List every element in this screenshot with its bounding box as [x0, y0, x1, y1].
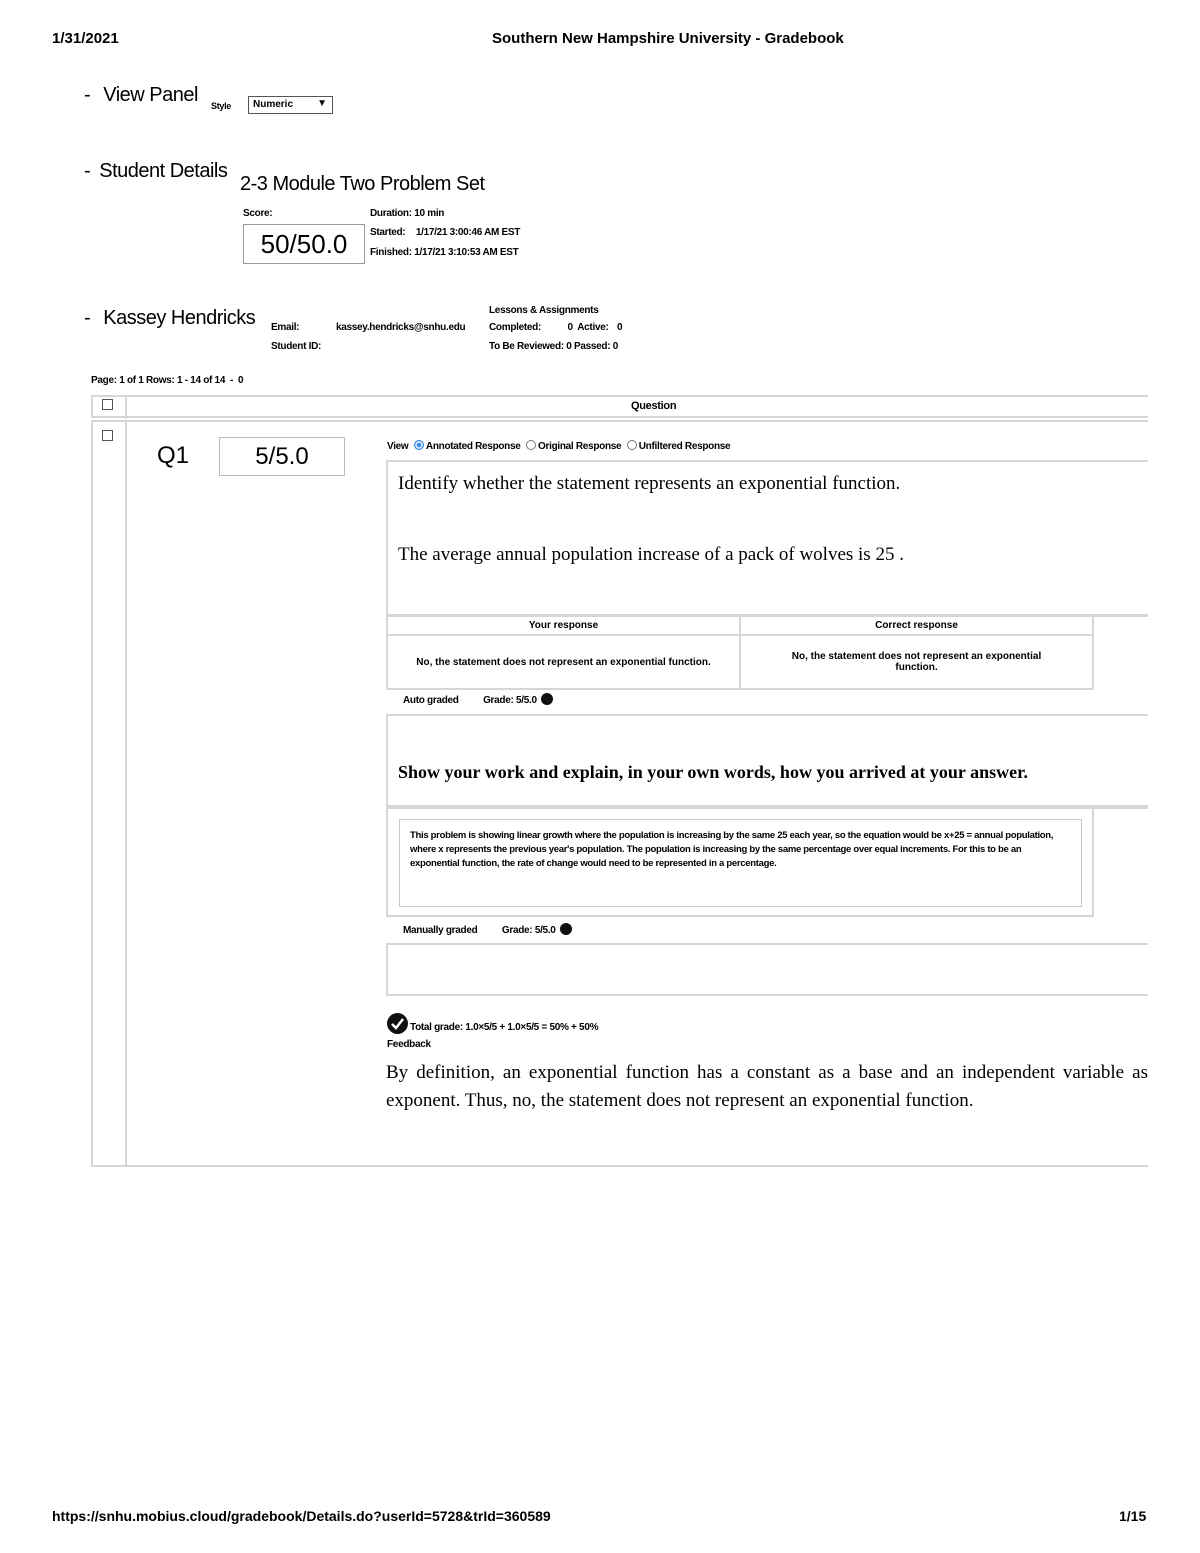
started-label: Started:	[370, 227, 406, 238]
finished-label: Finished:	[370, 247, 412, 258]
view-options	[387, 440, 730, 452]
duration-row	[370, 208, 444, 219]
part2-grade: Grade: 5/5.0	[501, 925, 556, 936]
student-id-label: Student ID:	[271, 341, 322, 352]
email-label: Email:	[271, 322, 300, 333]
unfiltered-response-radio[interactable]	[627, 440, 637, 450]
part1-grading	[403, 693, 553, 706]
print-date: 1/31/2021	[52, 30, 119, 47]
duration-label: Duration:	[370, 208, 412, 219]
question-number: Q1	[157, 442, 190, 469]
started-row	[370, 227, 520, 238]
response-table	[386, 615, 1094, 690]
passed-label: Passed:	[574, 341, 611, 352]
style-select[interactable]	[248, 96, 333, 114]
duration-value: 10 min	[414, 208, 445, 219]
info-icon[interactable]	[560, 923, 572, 935]
annotated-response-radio[interactable]	[414, 440, 424, 450]
feedback-label: Feedback	[387, 1039, 431, 1050]
print-url: https://snhu.mobius.cloud/gradebook/Details.do?userId=5728&trId=360589	[52, 1508, 551, 1524]
finished-row	[370, 247, 518, 258]
print-page-number: 1/15	[1119, 1508, 1147, 1524]
student-name: Kassey Hendricks	[103, 307, 256, 329]
column-divider	[125, 395, 127, 419]
chevron-down-icon: ▼	[317, 98, 327, 109]
part2-prompt-box	[386, 714, 1148, 807]
review-row	[489, 341, 618, 352]
question-column-header: Question	[631, 400, 677, 412]
view-panel-toggle[interactable]: -	[84, 84, 91, 106]
started-value: 1/17/21 3:00:46 AM EST	[415, 227, 521, 238]
view-panel-title: View Panel	[103, 84, 198, 106]
comment-box[interactable]	[386, 943, 1148, 996]
original-response-label[interactable]: Original Response	[538, 441, 622, 452]
correct-response-header: Correct response	[740, 616, 1093, 635]
annotated-response-label[interactable]: Annotated Response	[425, 441, 521, 452]
part2-prompt: Show your work and explain, in your own words, how you arrived at your answer.	[398, 762, 1028, 782]
part1-grading-type: Auto graded	[403, 695, 459, 706]
style-label: Style	[211, 101, 232, 111]
student-details-toggle[interactable]: -	[84, 160, 91, 182]
assignment-title: 2-3 Module Two Problem Set	[240, 173, 485, 195]
print-title: Southern New Hampshire University - Gradebook	[492, 30, 844, 47]
check-icon	[387, 1013, 408, 1034]
select-all-checkbox[interactable]	[102, 399, 113, 410]
score-value: 50/50.0	[243, 224, 365, 264]
your-response-header: Your response	[387, 616, 740, 635]
to-be-reviewed-value: 0	[566, 341, 572, 352]
part1-grade: Grade: 5/5.0	[483, 695, 537, 706]
view-panel-header[interactable]	[84, 84, 198, 107]
total-grade: Total grade: 1.0×5/5 + 1.0×5/5 = 50% + 50%	[410, 1022, 599, 1033]
finished-value: 1/17/21 3:10:53 AM EST	[414, 247, 519, 258]
email-value: kassey.hendricks@snhu.edu	[336, 322, 466, 333]
your-response-cell: No, the statement does not represent an exponential function.	[387, 635, 740, 689]
view-label: View	[387, 441, 409, 452]
score-label: Score:	[243, 208, 273, 219]
divider	[1094, 615, 1148, 617]
lessons-header: Lessons & Assignments	[489, 305, 599, 316]
unfiltered-response-label[interactable]: Unfiltered Response	[638, 441, 731, 452]
question-prompt-line2: The average annual population increase of a pack of wolves is 25 .	[398, 544, 904, 565]
row-checkbox[interactable]	[102, 430, 113, 441]
active-value: 0	[616, 322, 623, 333]
completed-value: 0	[567, 322, 573, 333]
passed-value: 0	[612, 341, 619, 352]
pager[interactable]: Page: 1 of 1 Rows: 1 - 14 of 14 - 0	[91, 375, 244, 386]
divider	[1094, 807, 1148, 809]
student-toggle[interactable]: -	[84, 307, 91, 329]
table-header-row	[91, 395, 1148, 418]
part2-grading-type: Manually graded	[403, 925, 478, 936]
question-score: 5/5.0	[219, 437, 345, 476]
original-response-radio[interactable]	[526, 440, 536, 450]
question-prompt-line1: Identify whether the statement represents an exponential function.	[398, 473, 901, 494]
to-be-reviewed-label: To Be Reviewed:	[489, 341, 564, 352]
completed-label: Completed:	[489, 322, 542, 333]
feedback-text: By definition, an exponential function has a constant as a base and an independent variable as exponent. Thus, no, the statement does not represent an exponential function.	[386, 1062, 1148, 1111]
info-icon[interactable]	[541, 693, 553, 705]
style-select-value: Numeric	[253, 99, 294, 110]
column-divider	[125, 420, 127, 1167]
correct-response-cell: No, the statement does not represent an exponential function.	[740, 635, 1093, 689]
completed-row	[489, 322, 622, 333]
part2-grading	[403, 923, 572, 936]
student-details-title: Student Details	[99, 160, 228, 182]
student-details-header[interactable]	[84, 160, 227, 183]
part2-answer: This problem is showing linear growth where the population is increasing by the same 25 each year, so the equation would be x+25 = annual population, where x represents the previous year's population. The population is increasing by the same percentage over equal increments. For this to be an exponential function, the rate of change would need to be represented in a percentage.	[410, 830, 1054, 869]
student-header[interactable]	[84, 307, 255, 330]
active-label: Active:	[577, 322, 609, 333]
